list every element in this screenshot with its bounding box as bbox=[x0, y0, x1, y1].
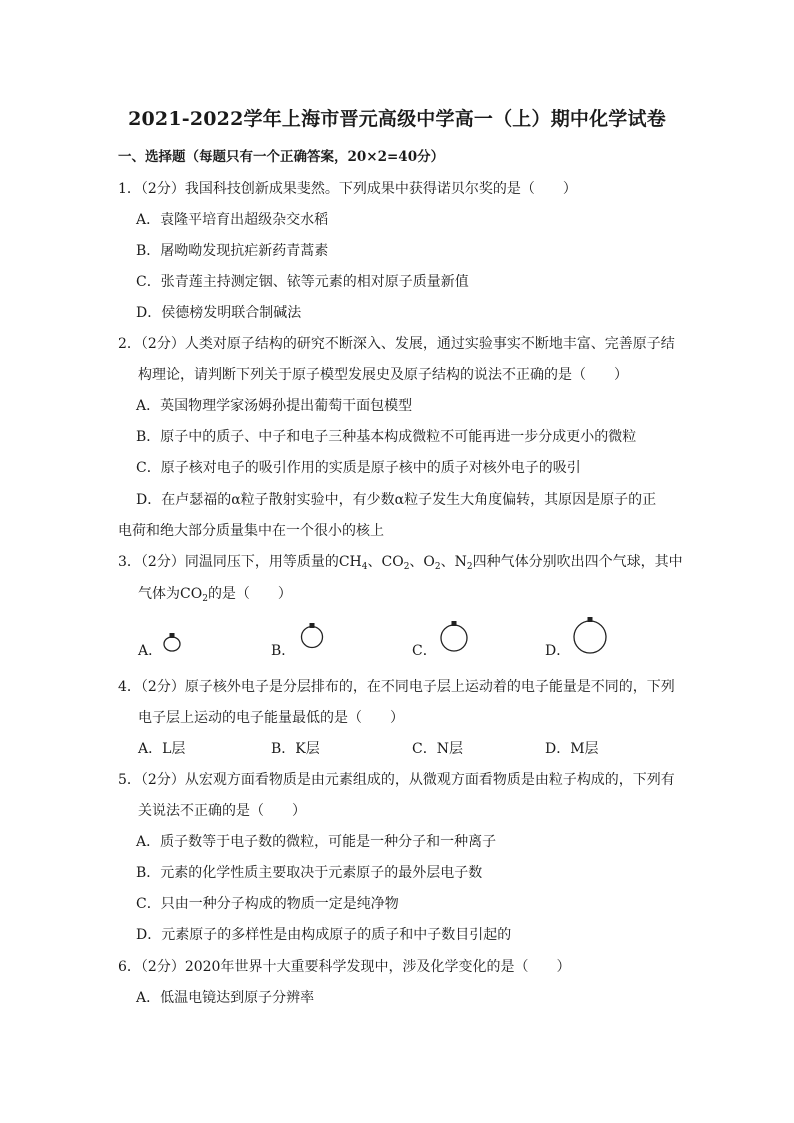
question-1-option-c: C．张青莲主持测定铟、铱等元素的相对原子质量新值 bbox=[136, 274, 469, 290]
question-3-stem-line2: 气体为$CO_2$的是（ ） bbox=[138, 586, 292, 604]
exam-title: 2021-2022学年上海市晋元高级中学高一（上）期中化学试卷 bbox=[128, 108, 666, 130]
formula-ch4: $CH_4$ bbox=[338, 554, 368, 572]
question-2-option-b: B．原子中的质子、中子和电子三种基本构成微粒不可能再进一步分成更小的微粒 bbox=[136, 429, 637, 445]
question-1-stem: 1．（2分）我国科技创新成果斐然。下列成果中获得诺贝尔奖的是（ ） bbox=[118, 181, 577, 197]
question-5-option-c: C．只由一种分子构成的物质一定是纯净物 bbox=[136, 896, 399, 912]
formula-co2-2: $CO_2$ bbox=[180, 586, 208, 604]
balloon-a-icon bbox=[160, 628, 186, 654]
question-2-option-c: C．原子核对电子的吸引作用的实质是原子核中的质子对核外电子的吸引 bbox=[136, 460, 581, 476]
question-4-option-a: A．L层 bbox=[138, 741, 186, 757]
question-5-stem-line2: 关说法不正确的是（ ） bbox=[138, 803, 306, 819]
balloon-b-icon bbox=[297, 620, 327, 650]
question-5-option-d: D．元素原子的多样性是由构成原子的质子和中子数目引起的 bbox=[136, 927, 512, 943]
question-1-option-b: B．屠呦呦发现抗疟新药青蒿素 bbox=[136, 243, 329, 259]
balloon-d-icon bbox=[570, 612, 610, 656]
formula-co2: $CO_2$ bbox=[381, 554, 410, 572]
question-5-option-a: A．质子数等于电子数的微粒，可能是一种分子和一种离子 bbox=[136, 834, 497, 850]
question-2-option-d-cont: 电荷和绝大部分质量集中在一个很小的核上 bbox=[118, 523, 384, 539]
question-3-option-b-label: B． bbox=[271, 643, 296, 659]
question-3-option-a-label: A． bbox=[138, 643, 163, 659]
question-3-option-c-label: C． bbox=[412, 643, 437, 659]
question-2-option-a: A．英国物理学家汤姆孙提出葡萄干面包模型 bbox=[136, 398, 413, 414]
formula-o2: $O_2$ bbox=[423, 554, 441, 572]
question-6-stem: 6．（2分）2020年世界十大重要科学发现中，涉及化学变化的是（ ） bbox=[118, 959, 571, 975]
question-2-stem-line1: 2．（2分）人类对原子结构的研究不断深入、发展，通过实验事实不断地丰富、完善原子结 bbox=[118, 336, 675, 352]
question-4-option-c: C．N层 bbox=[412, 741, 463, 757]
question-4-option-d: D．M层 bbox=[545, 741, 599, 757]
question-3-stem-line1: 3．（2分）同温同压下，用等质量的$CH_4$、$CO_2$、$O_2$、$N_2$四种气体分别吹出四个气球，其中 bbox=[118, 554, 683, 572]
q3-text-b: 四种气体分别吹出四个气球，其中 bbox=[472, 554, 683, 570]
question-6-option-a: A．低温电镜达到原子分辨率 bbox=[136, 990, 315, 1006]
question-3-options bbox=[0, 618, 794, 666]
question-3-option-d-label: D． bbox=[545, 643, 571, 659]
question-4-stem-line2: 电子层上运动的电子能量最低的是（ ） bbox=[138, 710, 404, 726]
question-1-option-a: A．袁隆平培育出超级杂交水稻 bbox=[136, 212, 329, 228]
question-2-option-d: D．在卢瑟福的α粒子散射实验中，有少数α粒子发生大角度偏转，其原因是原子的正 bbox=[136, 492, 657, 508]
question-4-stem-line1: 4．（2分）原子核外电子是分层排布的，在不同电子层上运动着的电子能量是不同的，下列 bbox=[118, 679, 675, 695]
formula-n2: $N_2$ bbox=[454, 554, 473, 572]
q3-text-a: 3．（2分）同温同压下，用等质量的 bbox=[118, 554, 339, 570]
question-1-option-d: D．侯德榜发明联合制碱法 bbox=[136, 305, 302, 321]
section-heading: 一、选择题（每题只有一个正确答案，20×2=40分） bbox=[118, 149, 445, 165]
question-5-stem-line1: 5．（2分）从宏观方面看物质是由元素组成的，从微观方面看物质是由粒子构成的，下列有 bbox=[118, 772, 675, 788]
question-2-stem-line2: 构理论，请判断下列关于原子模型发展史及原子结构的说法不正确的是（ ） bbox=[138, 367, 628, 383]
balloon-c-icon bbox=[437, 618, 471, 654]
question-4-option-b: B．K层 bbox=[271, 741, 320, 757]
question-5-option-b: B．元素的化学性质主要取决于元素原子的最外层电子数 bbox=[136, 865, 483, 881]
